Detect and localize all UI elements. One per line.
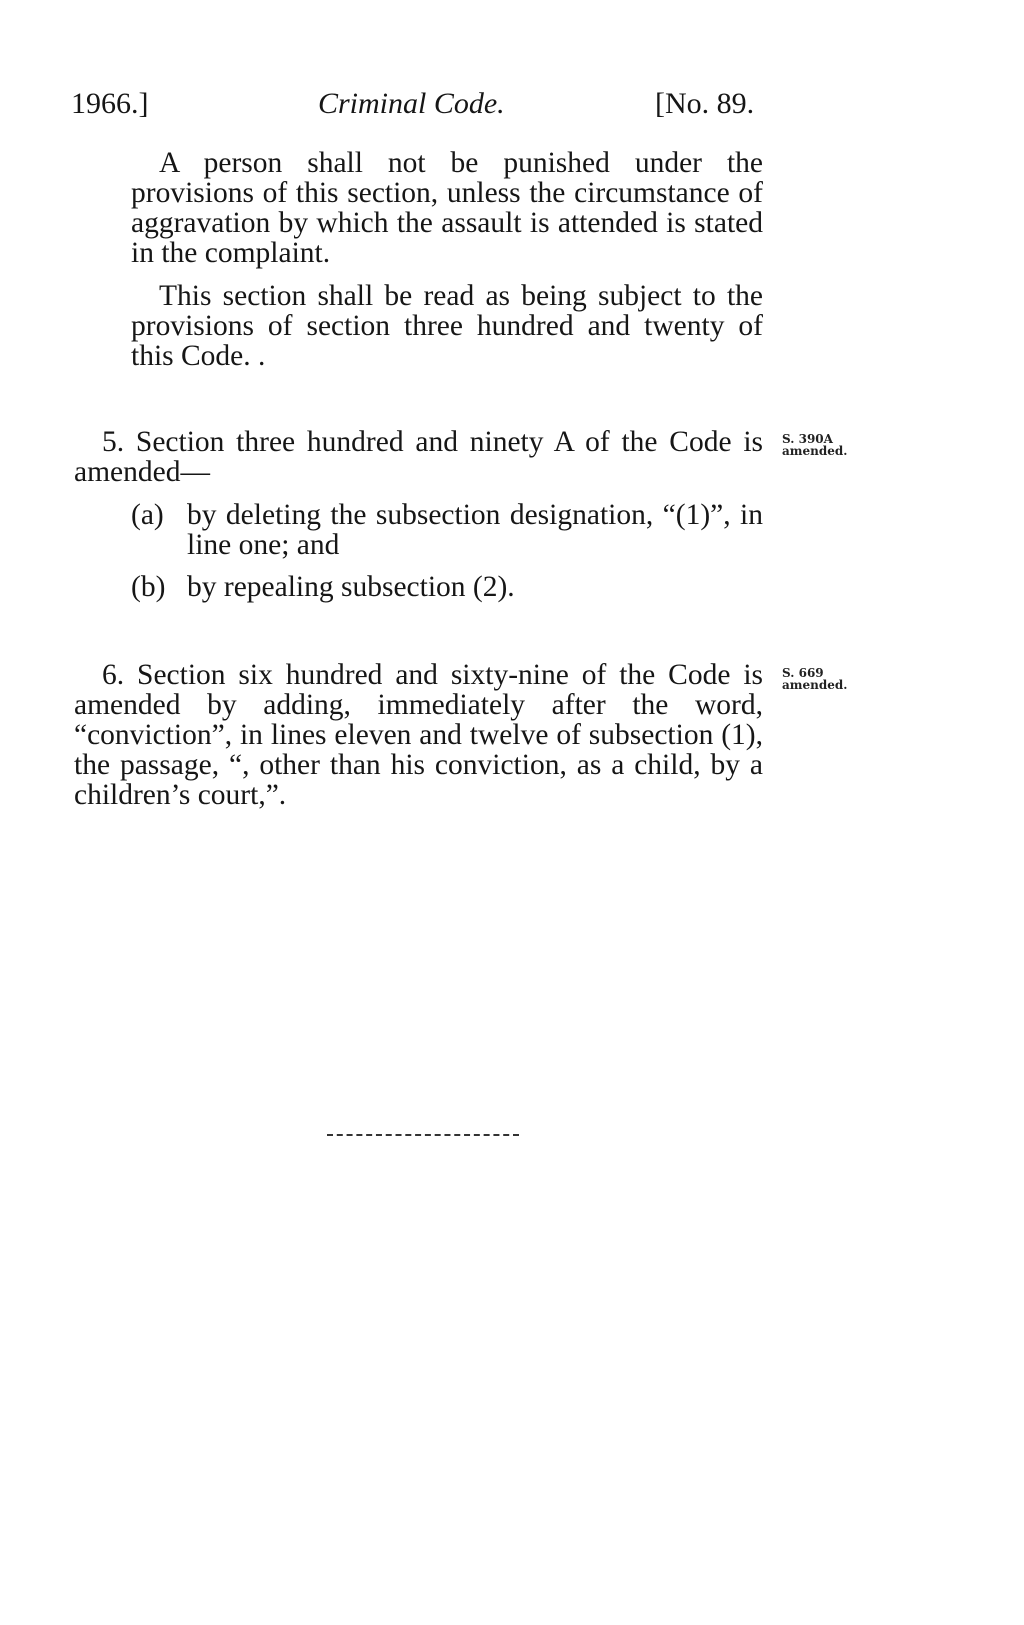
paragraph-subject-to: This section shall be read as being subject to the provisions of section three hundred and twenty of this Code. . (131, 280, 763, 372)
side-note-s669 (782, 667, 847, 691)
side-note-word: amended. (782, 678, 848, 692)
section-6-text: 6. Section six hundred and sixty-nine of the Code is amended by adding, immediately after the word, “conviction”, in lines eleven and twelve of subsection (1), the passage, “, other than his conviction, as a child, by a children’s court,”. (74, 659, 763, 811)
paragraph-aggravation: A person shall not be punished under the provisions of this section, unless the circumstance of aggravation by which the assault is attended is stated in the complaint. (131, 147, 763, 269)
item-text: by repealing subsection (2). (187, 571, 515, 603)
side-note-ref: S. 390A (782, 432, 833, 446)
item-text: by deleting the subsection designation, “(1)”, in line one; and (187, 499, 763, 561)
side-note-s390a (782, 433, 847, 457)
list-item-b (131, 572, 763, 602)
side-note-word: amended. (782, 444, 848, 458)
item-marker: (a) (131, 499, 164, 531)
side-note-ref: S. 669 (782, 666, 824, 680)
item-marker: (b) (131, 571, 166, 603)
list-item-a (131, 500, 763, 560)
header-title: Criminal Code. (318, 87, 505, 120)
header-year: 1966.] (71, 87, 149, 120)
header-act-number: [No. 89. (655, 87, 755, 120)
end-rule (327, 1134, 519, 1136)
section-5-text: 5. Section three hundred and ninety A of the Code is amended— (74, 426, 763, 488)
